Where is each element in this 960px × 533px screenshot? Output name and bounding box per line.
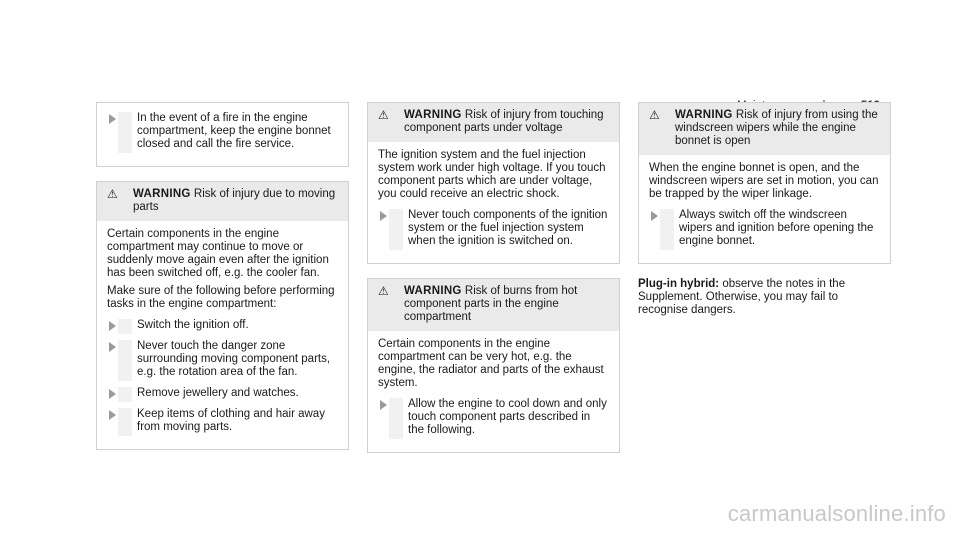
warning-triangle-icon: ⚠ (378, 284, 389, 298)
step-text: Allow the engine to cool down and only touch component parts described in the following. (408, 398, 607, 436)
step-item (107, 319, 338, 332)
column-3 (638, 102, 891, 317)
step-item (107, 112, 338, 151)
warning-paragraph: Make sure of the following before performing tasks in the engine compartment: (107, 285, 335, 310)
step-arrow-icon (380, 211, 387, 221)
warning-heading: WARNING Risk of injury from touching component parts under voltage (404, 109, 604, 134)
column-2 (367, 102, 620, 467)
step-text: Never touch the danger zone surrounding moving component parts, e.g. the rotation area of the fan. (137, 340, 331, 378)
column-1 (96, 102, 349, 464)
step-item (378, 209, 609, 248)
step-item (107, 387, 338, 400)
warning-paragraph: Certain components in the engine compartment can be very hot, e.g. the engine, the radiator and parts of the exhaust system. (378, 338, 604, 389)
step-item (107, 408, 338, 434)
note-label: Plug-in hybrid: (638, 278, 720, 290)
step-item (649, 209, 880, 248)
step-bar (118, 112, 132, 153)
step-arrow-icon (380, 400, 387, 410)
step-arrow-icon (109, 342, 116, 352)
warning-heading: WARNING Risk of injury from using the windscreen wipers while the engine bonnet is open (675, 109, 878, 147)
warning-burns (367, 278, 620, 453)
step-text: Keep items of clothing and hair away from moving parts. (137, 408, 325, 433)
warning-wipers (638, 102, 891, 264)
warning-paragraph: The ignition system and the fuel injection system work under high voltage. If you touch component parts which are under voltage, you could receive an electric shock. (378, 149, 606, 200)
warning-paragraph: When the engine bonnet is open, and the windscreen wipers are set in motion, you can be trapped by the wiper linkage. (649, 162, 879, 200)
step-text: Remove jewellery and watches. (137, 387, 299, 399)
step-arrow-icon (651, 211, 658, 221)
step-text: In the event of a fire in the engine compartment, keep the engine bonnet closed and call the fire service. (137, 112, 331, 150)
step-arrow-icon (109, 321, 116, 331)
step-arrow-icon (109, 389, 116, 399)
warning-triangle-icon: ⚠ (378, 108, 389, 122)
warning-heading: WARNING Risk of burns from hot component parts in the engine compartment (404, 285, 578, 323)
warning-moving-parts (96, 181, 349, 450)
watermark: carmanualsonline.info (727, 501, 946, 526)
step-arrow-icon (109, 114, 116, 124)
step-text: Always switch off the windscreen wipers and ignition before opening the engine bonnet. (679, 209, 874, 247)
note-text: observe the notes in the Supplement. Otherwise, you may fail to recognise dangers. (638, 278, 846, 316)
warning-paragraph: Certain components in the engine compartment may continue to move or suddenly move again even after the ignition has been switched off, e.g. the cooler fan. (107, 228, 329, 279)
warning-voltage (367, 102, 620, 264)
step-text: Never touch components of the ignition system or the fuel injection system when the ignition is switched on. (408, 209, 608, 247)
step-item (378, 398, 609, 437)
step-arrow-icon (109, 410, 116, 420)
fire-instruction-box (96, 102, 349, 167)
warning-triangle-icon: ⚠ (649, 108, 660, 122)
step-item (107, 340, 338, 379)
step-text: Switch the ignition off. (137, 319, 249, 331)
plug-in-hybrid-note (638, 278, 891, 317)
warning-triangle-icon: ⚠ (107, 187, 118, 201)
warning-heading: WARNING Risk of injury due to moving parts (133, 188, 336, 213)
